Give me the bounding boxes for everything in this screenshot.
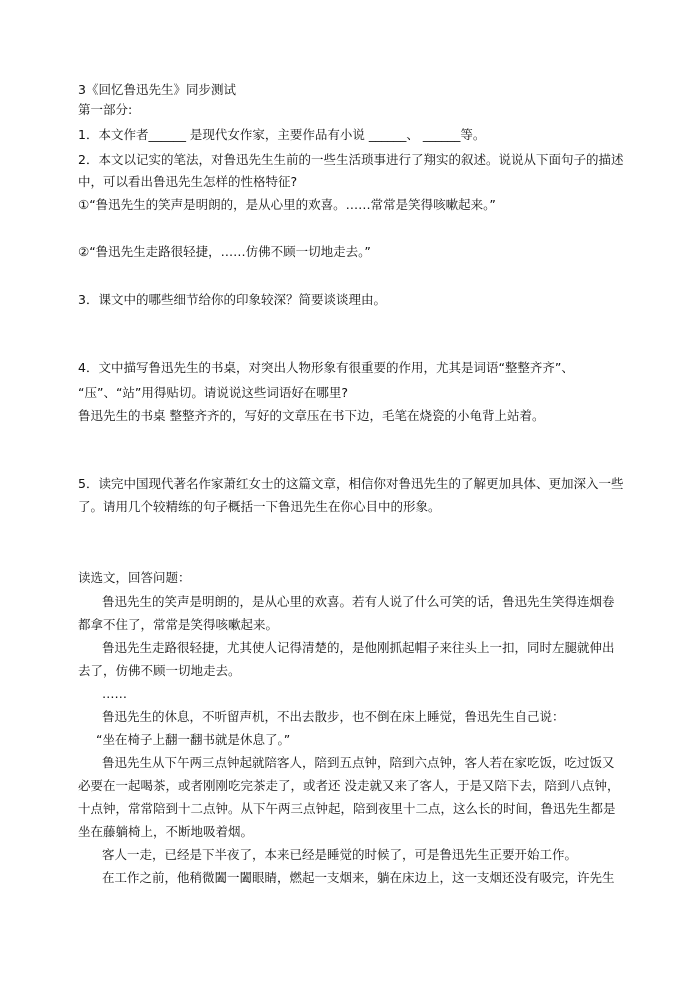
passage-paragraph-2-line-2: 去了，仿佛不顾一切地走去。 — [78, 663, 241, 678]
passage-paragraph-6-line-1: 在工作之前，他稍微闔一闔眼睛，燃起一支烟来，躺在床边上，这一支烟还没有吸完，许先生 — [102, 870, 615, 885]
question-3: 3．课文中的哪些细节给你的印象较深？简要谈谈理由。 — [78, 292, 386, 307]
passage-paragraph-4-line-2: 必要在一起喝茶，或者刚刚吃完茶走了，或者还 没走就又来了客人，于是又陪下去，陪到八点钟， — [78, 778, 620, 793]
question-5-line-1: 5．读完中国现代著名作家萧红女士的这篇文章，相信你对鲁迅先生的了解更加具体、更加深入一些 — [78, 476, 623, 491]
part-one-heading: 第一部分: — [78, 102, 133, 117]
question-1: 1．本文作者______ 是现代女作家，主要作品有小说 ______、 ______等。 — [78, 127, 486, 142]
passage-paragraph-4-line-4: 坐在藤躺椅上，不断地吸着烟。 — [78, 824, 254, 839]
passage-paragraph-1-line-1: 鲁迅先生的笑声是明朗的，是从心里的欢喜。若有人说了什么可笑的话，鲁迅先生笑得连烟卷 — [102, 594, 615, 609]
passage-paragraph-4-line-1: 鲁迅先生从下午两三点钟起就陪客人，陪到五点钟，陪到六点钟，客人若在家吃饭，吃过饭又 — [102, 755, 615, 770]
question-5-line-2: 了。请用几个较精练的句子概括一下鲁迅先生在你心目中的形象。 — [78, 499, 441, 514]
question-2-sentence-1: ①“鲁迅先生的笑声是明朗的，是从心里的欢喜。……常常是笑得咳嗽起来。” — [78, 197, 496, 212]
passage-ellipsis: …… — [102, 686, 127, 701]
worksheet-title: 3《回忆鲁迅先生》同步测试 — [78, 82, 236, 97]
question-2-sentence-2: ②“鲁迅先生走路很轻捷，……仿佛不顾一切地走去。” — [78, 244, 371, 259]
passage-paragraph-1-line-2: 都拿不住了，常常是笑得咳嗽起来。 — [78, 617, 279, 632]
question-4-line-3: 鲁迅先生的书桌 整整齐齐的，写好的文章压在书下边，毛笔在烧瓷的小龟背上站着。 — [78, 408, 545, 423]
passage-paragraph-3-line-2: “坐在椅子上翻一翻书就是休息了。” — [96, 732, 291, 747]
question-2-line-2: 中，可以看出鲁迅先生怎样的性格特征? — [78, 174, 298, 189]
passage-paragraph-2-line-1: 鲁迅先生走路很轻捷，尤其使人记得清楚的，是他刚抓起帽子来往头上一扣，同时左腿就伸出 — [102, 640, 615, 655]
reading-heading: 读选文，回答问题： — [78, 570, 191, 585]
question-4-line-1: 4．文中描写鲁迅先生的书桌，对突出人物形象有很重要的作用，尤其是词语“整整齐齐”、 — [78, 360, 574, 375]
question-4-line-2: “压”、“站”用得贴切。请说说这些词语好在哪里? — [78, 385, 349, 400]
passage-paragraph-5-line-1: 客人一走，已经是下半夜了，本来已经是睡觉的时候了，可是鲁迅先生正要开始工作。 — [102, 847, 578, 862]
passage-paragraph-4-line-3: 十点钟，常常陪到十二点钟。从下午两三点钟起，陪到夜里十二点，这么长的时间，鲁迅先生都是 — [78, 801, 616, 816]
passage-paragraph-3-line-1: 鲁迅先生的休息，不听留声机，不出去散步，也不倒在床上睡觉，鲁迅先生自己说： — [102, 709, 565, 724]
question-2-line-1: 2．本文以记实的笔法，对鲁迅先生生前的一些生活琐事进行了翔实的叙述。说说从下面句子的描述 — [78, 152, 623, 167]
